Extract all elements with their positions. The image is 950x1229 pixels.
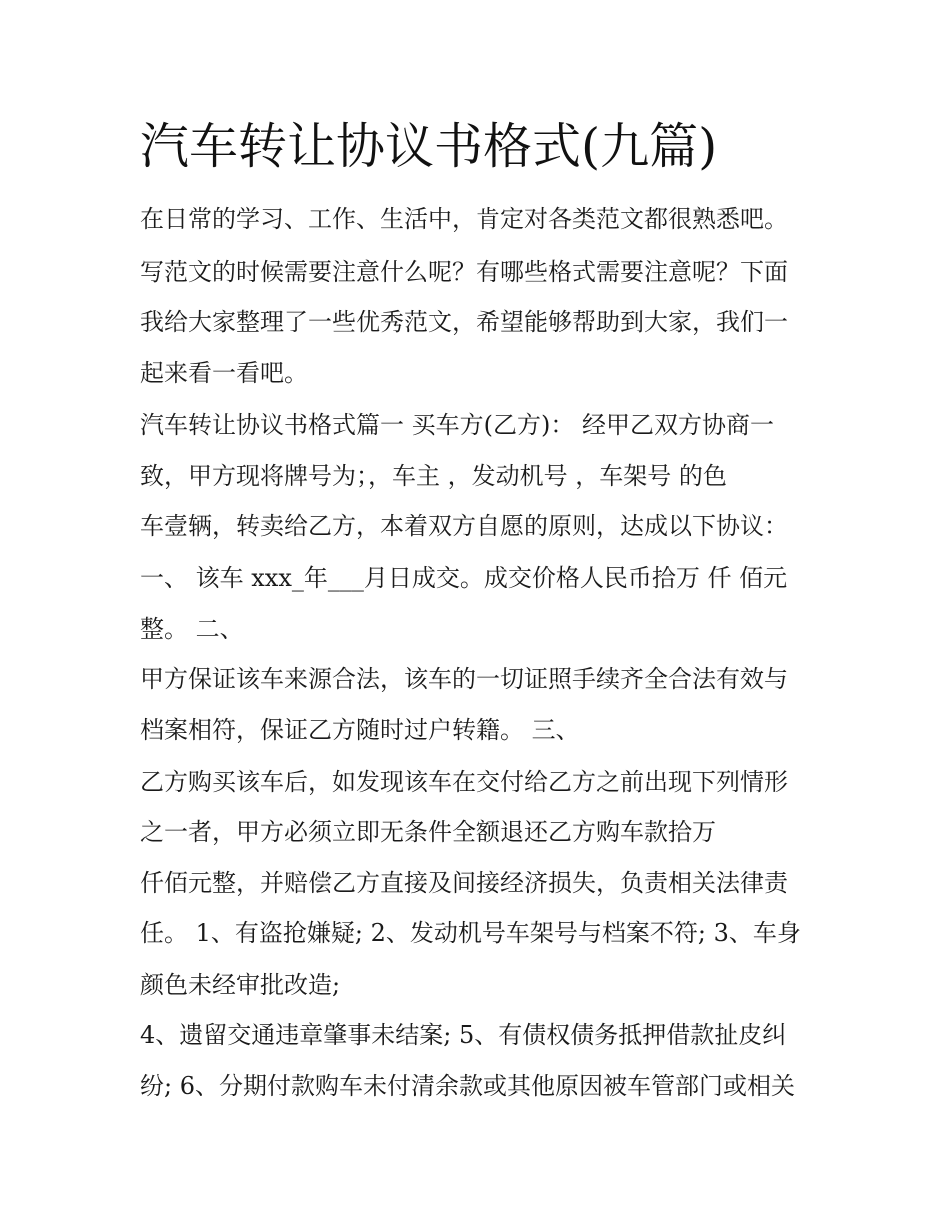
body-line-14: 仟佰元整，并赔偿乙方直接及间接经济损失，负责相关法律责 bbox=[140, 869, 788, 897]
body-line-1: 在日常的学习、工作、生活中，肯定对各类范文都很熟悉吧。 bbox=[140, 205, 788, 233]
body-line-5: 汽车转让协议书格式篇一 买车方(乙方)： 经甲乙双方协商一 bbox=[140, 411, 774, 439]
body-line-7: 车壹辆，转卖给乙方，本着双方自愿的原则，达成以下协议： bbox=[140, 512, 788, 540]
body-line-4: 起来看一看吧。 bbox=[140, 359, 308, 387]
body-line-10: 甲方保证该车来源合法，该车的一切证照手续齐全合法有效与 bbox=[140, 665, 788, 693]
page-title: 汽车转让协议书格式(九篇) bbox=[140, 118, 718, 175]
body-line-8: 一、 该车 xxx_年___月日成交。成交价格人民币拾万 仟 佰元 bbox=[140, 564, 788, 592]
body-line-15: 任。 1、有盗抢嫌疑; 2、发动机号车架号与档案不符; 3、车身 bbox=[140, 919, 801, 947]
body-line-6: 致，甲方现将牌号为；，车主 ，发动机号 ，车架号 的色 bbox=[140, 462, 727, 490]
body-line-18: 纷; 6、分期付款购车未付清余款或其他原因被车管部门或相关 bbox=[140, 1072, 795, 1100]
body-line-13: 之一者，甲方必须立即无条件全额退还乙方购车款拾万 bbox=[140, 818, 716, 846]
body-line-3: 我给大家整理了一些优秀范文，希望能够帮助到大家，我们一 bbox=[140, 308, 788, 336]
body-line-2: 写范文的时候需要注意什么呢？有哪些格式需要注意呢？下面 bbox=[140, 258, 788, 286]
body-line-9: 整。 二、 bbox=[140, 615, 244, 643]
body-line-17: 4、遗留交通违章肇事未结案; 5、有债权债务抵押借款扯皮纠 bbox=[140, 1021, 787, 1049]
body-line-12: 乙方购买该车后，如发现该车在交付给乙方之前出现下列情形 bbox=[140, 768, 788, 796]
body-line-11: 档案相符，保证乙方随时过户转籍。 三、 bbox=[140, 716, 580, 744]
body-line-16: 颜色未经审批改造; bbox=[140, 971, 341, 999]
